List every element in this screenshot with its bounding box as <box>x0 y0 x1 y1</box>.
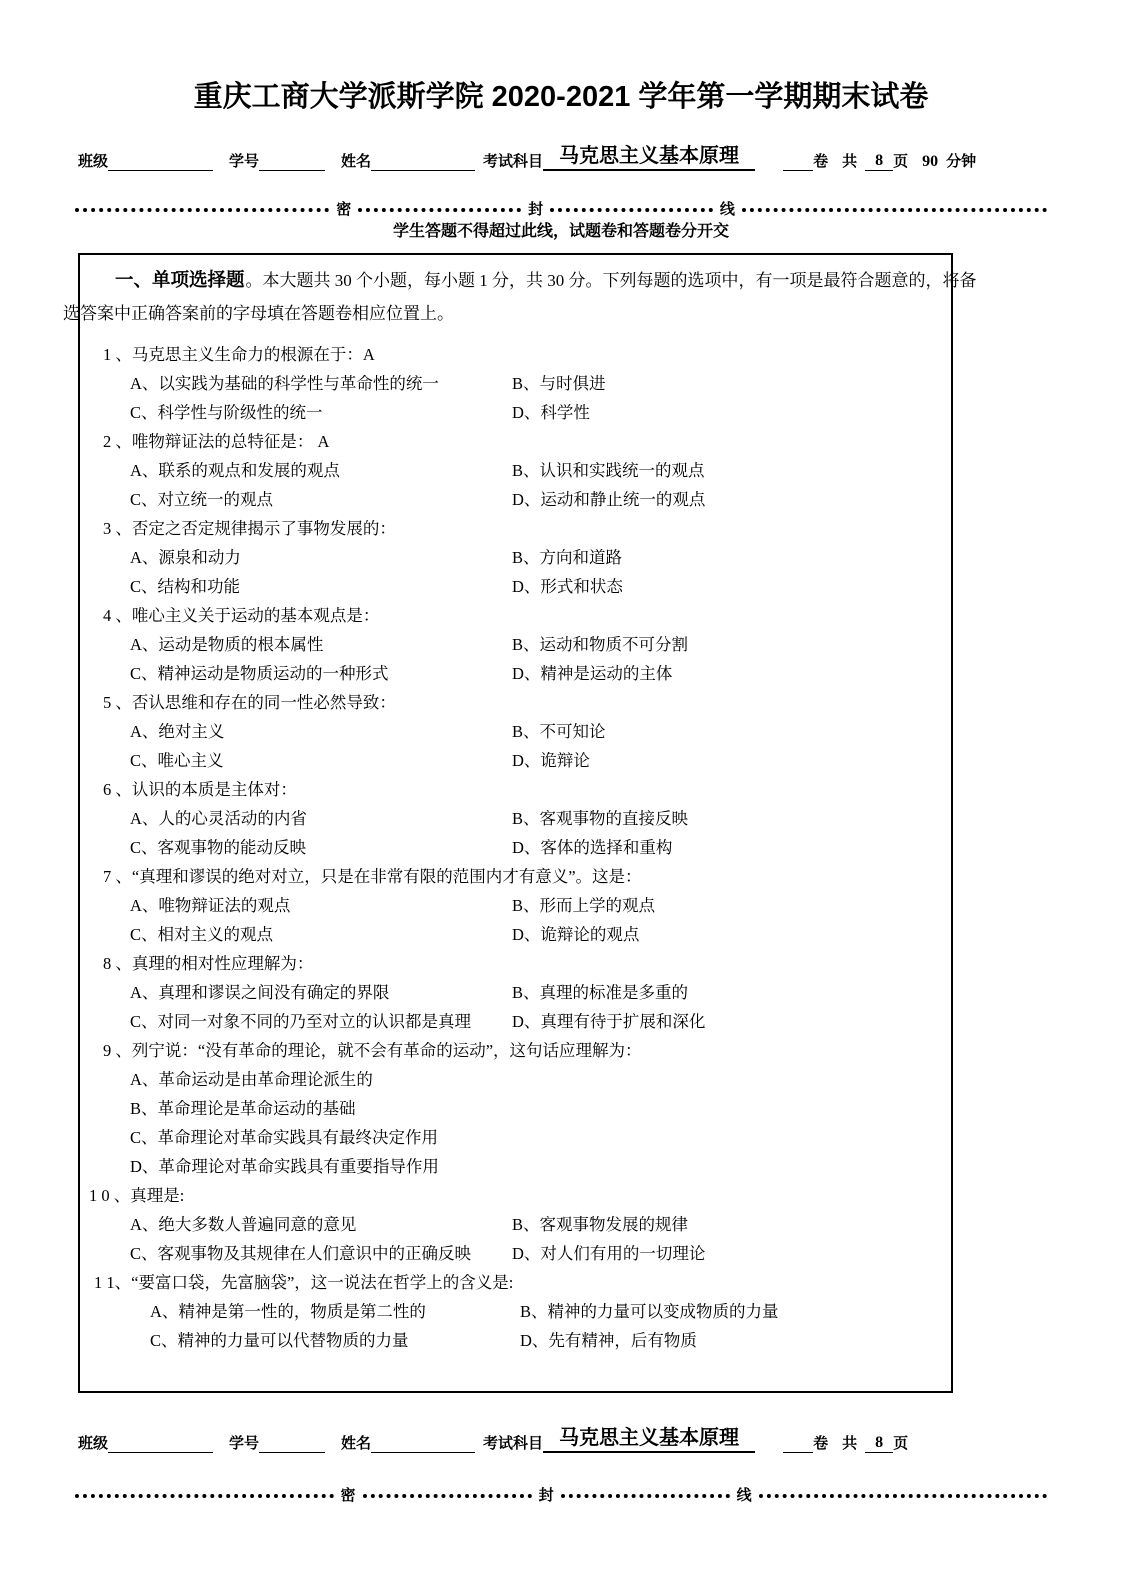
option-a: A、源泉和动力 <box>130 547 241 567</box>
option-d: D、精神是运动的主体 <box>512 663 673 683</box>
subject-label: 考试科目 <box>483 153 544 170</box>
option-a: A、唯物辩证法的观点 <box>130 895 291 915</box>
question-3 <box>103 512 1063 599</box>
question-11 <box>94 1266 1063 1353</box>
option-b: B、运动和物质不可分割 <box>512 634 689 654</box>
option-a: A、革命运动是由革命理论派生的 <box>130 1069 373 1089</box>
question-6 <box>103 773 1063 860</box>
question-stem: 4 、唯心主义关于运动的基本观点是： <box>103 605 380 625</box>
option-c: C、相对主义的观点 <box>130 924 274 944</box>
option-d: D、革命理论对革命实践具有重要指导作用 <box>130 1156 439 1176</box>
seal-char-feng: 封 <box>538 1487 554 1504</box>
seal-dots <box>363 1494 532 1498</box>
question-5 <box>103 686 1063 773</box>
option-c: C、客观事物的能动反映 <box>130 837 307 857</box>
question-1 <box>103 338 1063 425</box>
option-d: D、形式和状态 <box>512 576 623 596</box>
name-blank-line <box>371 1433 475 1453</box>
option-a: A、真理和谬误之间没有确定的界限 <box>130 982 390 1002</box>
seal-line-bottom <box>75 1488 1047 1503</box>
option-c: C、精神运动是物质运动的一种形式 <box>130 663 389 683</box>
option-a: A、运动是物质的根本属性 <box>130 634 324 654</box>
subject-label: 考试科目 <box>483 1435 544 1452</box>
option-c: C、革命理论对革命实践具有最终决定作用 <box>130 1127 439 1147</box>
paper-word: 卷 <box>813 153 829 170</box>
option-d: D、真理有待于扩展和深化 <box>512 1011 706 1031</box>
question-stem: 1 0 、真理是: <box>89 1185 185 1205</box>
question-7 <box>103 860 1063 947</box>
option-b: B、形而上学的观点 <box>512 895 656 915</box>
subject-value: 马克思主义基本原理 <box>543 1428 755 1453</box>
option-d: D、运动和静止统一的观点 <box>512 489 706 509</box>
option-d: D、客体的选择和重构 <box>512 837 673 857</box>
duration-value: 90 <box>922 153 939 170</box>
question-8 <box>103 947 1063 1034</box>
option-a: A、绝对主义 <box>130 721 225 741</box>
question-4 <box>103 599 1063 686</box>
option-c: C、唯心主义 <box>130 750 224 770</box>
option-a: A、人的心灵活动的内省 <box>130 808 307 828</box>
option-d: D、科学性 <box>512 402 590 422</box>
student-no-blank-line <box>259 1433 325 1453</box>
option-d: D、诡辩论的观点 <box>512 924 640 944</box>
seal-dots <box>550 208 713 212</box>
question-stem: 1 、马克思主义生命力的根源在于：A <box>103 344 375 364</box>
paper-blank-line <box>783 1433 813 1453</box>
option-a: A、联系的观点和发展的观点 <box>130 460 340 480</box>
seal-char-mi: 密 <box>340 1487 356 1504</box>
seal-char-xian: 线 <box>719 201 735 218</box>
option-c: C、对同一对象不同的乃至对立的认识都是真理 <box>130 1011 472 1031</box>
question-2 <box>103 425 1063 512</box>
question-stem: 5 、否认思维和存在的同一性必然导致： <box>103 692 396 712</box>
page-count: 8 <box>865 152 893 171</box>
name-label: 姓名 <box>341 153 372 170</box>
question-stem: 6 、认识的本质是主体对： <box>103 779 297 799</box>
question-stem: 7 、“真理和谬误的绝对对立，只是在非常有限的范围内才有意义”。这是： <box>103 866 642 886</box>
option-b: B、革命理论是革命运动的基础 <box>130 1098 356 1118</box>
option-b: B、认识和实践统一的观点 <box>512 460 705 480</box>
option-c: C、对立统一的观点 <box>130 489 274 509</box>
total-word: 共 <box>842 153 858 170</box>
seal-dots <box>75 208 329 212</box>
seal-line-top <box>75 202 1047 217</box>
option-b: B、精神的力量可以变成物质的力量 <box>520 1301 779 1321</box>
page-word: 页 <box>893 153 909 170</box>
option-c: C、客观事物及其规律在人们意识中的正确反映 <box>130 1243 472 1263</box>
class-label: 班级 <box>78 153 109 170</box>
name-blank-line <box>371 151 475 171</box>
page-count: 8 <box>865 1434 893 1453</box>
paper-blank-line <box>783 151 813 171</box>
class-blank-line <box>108 151 213 171</box>
option-a: A、以实践为基础的科学性与革命性的统一 <box>130 373 439 393</box>
class-blank-line <box>108 1433 213 1453</box>
option-d: D、诡辩论 <box>512 750 590 770</box>
seal-char-xian: 线 <box>736 1487 752 1504</box>
section-heading: 一、单项选择题 <box>115 268 245 290</box>
option-a: A、绝大多数人普遍同意的意见 <box>130 1214 357 1234</box>
section-intro-line2: 选答案中正确答案前的字母填在答题卷相应位置上。 <box>63 304 454 323</box>
student-no-label: 学号 <box>229 1435 260 1452</box>
option-c: C、科学性与阶级性的统一 <box>130 402 323 422</box>
option-c: C、精神的力量可以代替物质的力量 <box>150 1330 409 1350</box>
seal-notice: 学生答题不得超过此线，试题卷和答题卷分开交 <box>392 223 729 240</box>
paper-word: 卷 <box>813 1435 829 1452</box>
total-word: 共 <box>842 1435 858 1452</box>
question-stem: 9 、列宁说：“没有革命的理论，就不会有革命的运动”，这句话应理解为： <box>103 1040 642 1060</box>
seal-dots <box>561 1494 730 1498</box>
section-intro-line1 <box>63 262 1058 295</box>
option-c: C、结构和功能 <box>130 576 241 596</box>
subject-value: 马克思主义基本原理 <box>543 146 755 171</box>
student-no-blank-line <box>259 151 325 171</box>
seal-dots <box>358 208 521 212</box>
question-stem: 2 、唯物辩证法的总特征是： A <box>103 431 330 451</box>
question-9 <box>103 1034 1063 1179</box>
option-b: B、不可知论 <box>512 721 606 741</box>
question-stem: 1 1、“要富口袋，先富脑袋”，这一说法在哲学上的含义是: <box>94 1272 514 1292</box>
seal-char-feng: 封 <box>528 201 544 218</box>
seal-dots <box>742 208 1047 212</box>
option-d: D、对人们有用的一切理论 <box>512 1243 706 1263</box>
student-no-label: 学号 <box>229 153 260 170</box>
seal-dots <box>75 1494 334 1498</box>
footer-fields-row <box>78 1428 908 1453</box>
exam-title: 重庆工商大学派斯学院 2020-2021 学年第一学期期末试卷 <box>193 81 929 113</box>
page-word: 页 <box>893 1435 909 1452</box>
name-label: 姓名 <box>341 1435 372 1452</box>
option-b: B、客观事物发展的规律 <box>512 1214 689 1234</box>
question-list <box>89 338 1063 1353</box>
question-stem: 8 、真理的相对性应理解为： <box>103 953 314 973</box>
section-intro <box>63 262 1058 328</box>
seal-char-mi: 密 <box>336 201 352 218</box>
option-b: B、方向和道路 <box>512 547 623 567</box>
class-label: 班级 <box>78 1435 109 1452</box>
option-a: A、精神是第一性的，物质是第二性的 <box>150 1301 426 1321</box>
option-b: B、真理的标准是多重的 <box>512 982 689 1002</box>
option-b: B、与时俱进 <box>512 373 606 393</box>
seal-dots <box>759 1494 1047 1498</box>
section-intro-text: 。本大题共 30 个小题，每小题 1 分，共 30 分。下列每题的选项中，有一项是最符合题意的，将备 <box>245 271 977 290</box>
option-b: B、客观事物的直接反映 <box>512 808 689 828</box>
option-d: D、先有精神，后有物质 <box>520 1330 697 1350</box>
duration-unit: 分钟 <box>946 153 977 170</box>
question-stem: 3 、否定之否定规律揭示了事物发展的： <box>103 518 396 538</box>
header-fields-row <box>78 146 976 171</box>
question-10 <box>89 1179 1063 1266</box>
